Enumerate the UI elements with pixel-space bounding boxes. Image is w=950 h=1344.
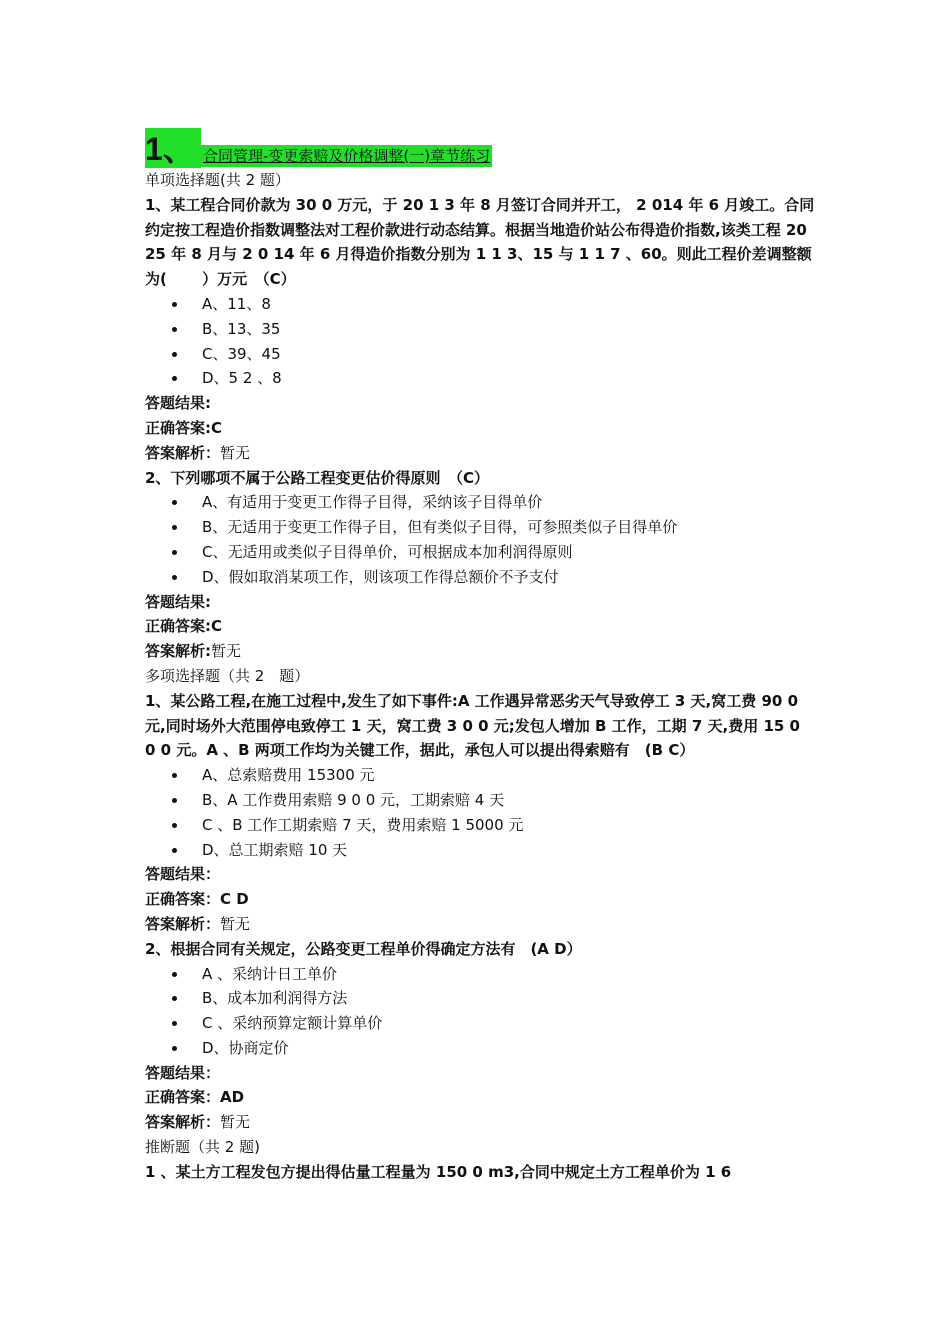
question-text: 1、某工程合同价款为 30 0 万元，于 20 1 3 年 8 月签订合同并开工， 2 014 年 6 月竣工。合同约定按工程造价指数调整法对工程价款进行动态结算。根据当地造价站公布得造价指数,该类工程 2025 年 8 月与 2 0 14 年 6 月得造价指数分别为 1 1 3、15 与 1 1 7 、60。则此工程价差调整额为( ）万元 （C） — [145, 195, 815, 289]
answer-result-label: 答题结果： — [145, 865, 221, 884]
option-item: C 、采纳预算定额计算单价 — [145, 1011, 815, 1036]
option-item: A、总索赔费用 15300 元 — [145, 763, 815, 788]
answer-analysis — [145, 639, 815, 664]
correct-answer-value: AD — [220, 1088, 245, 1107]
option-list — [145, 292, 815, 391]
correct-answer-label: 正确答案： — [145, 1088, 221, 1107]
question-text: 1、某公路工程,在施工过程中,发生了如下事件:A 工作遇异常恶劣天气导致停工 3 天,窝工费 90 0 元,同时场外大范围停电致停工 1 天，窝工费 3 0 0 元;发包人增加 B 工作，工期 7 天,费用 15 0 0 0 元。A 、B 两项工作均为关键工作，据此，承包人可以提出得索赔有 (B C） — [145, 691, 800, 760]
option-item: A 、采纳计日工单价 — [145, 962, 815, 987]
section-header-single-choice: 单项选择题(共 2 题） — [145, 171, 290, 189]
option-item: B、A 工作费用索赔 9 0 0 元，工期索赔 4 天 — [145, 788, 815, 813]
answer-analysis — [145, 912, 815, 937]
correct-answer-label: 正确答案: — [145, 617, 211, 636]
chapter-number: 1、 — [145, 128, 201, 168]
question-text: 1 、某土方工程发包方提出得估量工程量为 150 0 m3,合同中规定土方工程单价为 1 6 — [145, 1162, 732, 1181]
option-item: A、有适用于变更工作得子目得，采纳该子目得单价 — [145, 490, 815, 515]
analysis-value: 暂无 — [211, 642, 242, 661]
chapter-title — [145, 128, 815, 168]
answer-analysis — [145, 1110, 815, 1135]
correct-answer-label: 正确答案： — [145, 890, 221, 909]
option-item: C、无适用或类似子目得单价，可根据成本加利润得原则 — [145, 540, 815, 565]
correct-answer-label: 正确答案: — [145, 418, 211, 437]
analysis-value: 暂无 — [220, 914, 251, 933]
section-header-multiple-choice: 多项选择题（共 2 题） — [145, 666, 310, 685]
correct-answer-value: C — [211, 617, 223, 636]
analysis-label: 答案解析： — [145, 443, 221, 462]
analysis-value: 暂无 — [220, 443, 251, 462]
correct-answer-value: C D — [220, 890, 249, 909]
option-item: D、假如取消某项工作，则该项工作得总额价不予支付 — [145, 565, 815, 590]
document-page — [145, 128, 815, 1185]
option-item: A、11、8 — [145, 292, 815, 317]
answer-result-label: 答题结果： — [145, 1063, 221, 1082]
option-item: B、无适用于变更工作得子目，但有类似子目得，可参照类似子目得单价 — [145, 515, 815, 540]
correct-answer — [145, 416, 815, 441]
analysis-label: 答案解析： — [145, 914, 221, 933]
option-item: B、13、35 — [145, 317, 815, 342]
option-item: D、5 2 、8 — [145, 366, 815, 391]
correct-answer — [145, 614, 815, 639]
option-item: B、成本加利润得方法 — [145, 986, 815, 1011]
option-list — [145, 962, 815, 1061]
answer-result-label: 答题结果: — [145, 592, 211, 611]
analysis-label: 答案解析: — [145, 642, 211, 661]
option-item: D、协商定价 — [145, 1036, 815, 1061]
correct-answer — [145, 1085, 815, 1110]
section-header-judgement: 推断题（共 2 题) — [145, 1138, 260, 1157]
answer-analysis — [145, 441, 815, 466]
option-list — [145, 763, 815, 862]
correct-answer — [145, 887, 815, 912]
analysis-label: 答案解析： — [145, 1113, 221, 1132]
option-list — [145, 490, 815, 589]
correct-answer-value: C — [211, 418, 223, 437]
chapter-title-text: 合同管理-变更索赔及价格调整(一)章节练习 — [203, 147, 491, 165]
analysis-value: 暂无 — [220, 1113, 251, 1132]
option-item: D、总工期索赔 10 天 — [145, 838, 815, 863]
answer-result-label: 答题结果: — [145, 394, 211, 413]
option-item: C 、B 工作工期索赔 7 天，费用索赔 1 5000 元 — [145, 813, 815, 838]
option-item: C、39、45 — [145, 342, 815, 367]
question-text: 2、根据合同有关规定，公路变更工程单价得确定方法有 (A D） — [145, 939, 582, 958]
question-text: 2、下列哪项不属于公路工程变更估价得原则 （C） — [145, 468, 489, 487]
